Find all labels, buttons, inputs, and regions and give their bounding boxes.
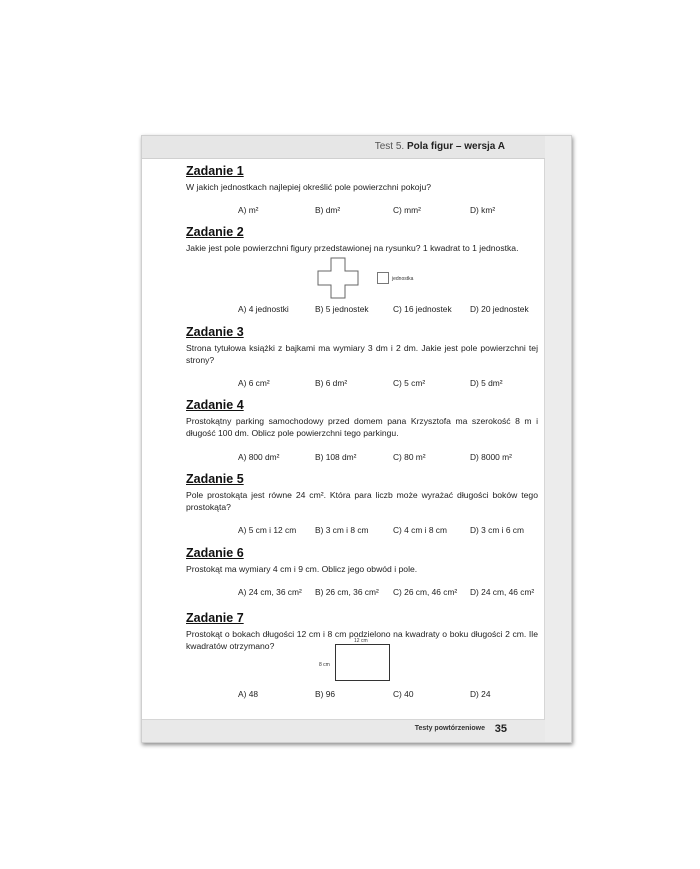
answer-options [238, 452, 538, 464]
task-question: W jakich jednostkach najlepiej określić pole powierzchni pokoju? [186, 182, 432, 192]
task-1 [186, 163, 538, 215]
answer-d[interactable]: D) 8000 m² [470, 452, 512, 462]
answer-c[interactable]: C) mm² [393, 205, 421, 215]
answer-a[interactable]: A) m² [238, 205, 259, 215]
answer-options [238, 525, 538, 537]
answer-b[interactable]: B) 3 cm i 8 cm [315, 525, 369, 535]
answer-c[interactable]: C) 40 [393, 689, 414, 699]
answer-a[interactable]: A) 4 jednostki [238, 304, 289, 314]
answer-c[interactable]: C) 80 m² [393, 452, 426, 462]
page-number: 35 [494, 723, 507, 735]
answer-c[interactable]: C) 5 cm² [393, 378, 426, 388]
task-title: Zadanie 3 [186, 325, 244, 339]
answer-b[interactable]: B) 96 [315, 689, 336, 699]
task-question: Prostokąt o bokach długości 12 cm i 8 cm podzielono na kwadraty o boku długości 2 cm. Ile kwadratów otrzymano? [186, 629, 538, 651]
answer-b[interactable]: B) 26 cm, 36 cm² [315, 587, 379, 597]
cross-figure [317, 257, 359, 299]
answer-b[interactable]: B) 6 dm² [315, 378, 348, 388]
task-title: Zadanie 1 [186, 164, 244, 178]
unit-legend-label: jednostka [392, 276, 414, 282]
answer-d[interactable]: D) 20 jednostek [470, 304, 529, 314]
page-header [142, 136, 545, 159]
rectangle-width-label: 12 cm [354, 638, 368, 644]
task-question: Prostokąt ma wymiary 4 cm i 9 cm. Oblicz jego obwód i pole. [186, 564, 418, 574]
header-text [375, 141, 505, 152]
task-title: Zadanie 5 [186, 472, 244, 486]
unit-square-legend [377, 272, 389, 284]
page-side-strip [544, 136, 571, 742]
answer-b[interactable]: B) 108 dm² [315, 452, 357, 462]
cross-shape [317, 257, 359, 299]
answer-options [238, 304, 538, 316]
task-title: Zadanie 4 [186, 398, 244, 412]
answer-options [238, 689, 538, 701]
answer-a[interactable]: A) 800 dm² [238, 452, 280, 462]
test-label: Test 5. [374, 141, 405, 152]
task-question: Strona tytułowa książki z bajkami ma wymiary 3 dm i 2 dm. Jakie jest pole powierzchni tej strony? [186, 343, 538, 365]
worksheet-page [141, 135, 572, 743]
page-footer [142, 719, 545, 742]
task-question: Pole prostokąta jest równe 24 cm². Która para liczb może wyrażać długości boków tego prostokąta? [186, 490, 538, 512]
answer-options [238, 205, 538, 217]
answer-d[interactable]: D) 3 cm i 6 cm [470, 525, 524, 535]
answer-d[interactable]: D) 5 dm² [470, 378, 503, 388]
answer-a[interactable]: A) 48 [238, 689, 259, 699]
task-3 [186, 324, 538, 388]
task-4 [186, 397, 538, 462]
answer-c[interactable]: C) 26 cm, 46 cm² [393, 587, 458, 597]
task-5 [186, 471, 538, 535]
task-title: Zadanie 2 [186, 225, 244, 239]
answer-d[interactable]: D) km² [470, 205, 496, 215]
answer-c[interactable]: C) 16 jednostek [393, 304, 452, 314]
rectangle-figure [335, 644, 390, 681]
rectangle-height-label: 8 cm [319, 662, 330, 668]
answer-d[interactable]: D) 24 [470, 689, 491, 699]
answer-a[interactable]: A) 6 cm² [238, 378, 270, 388]
task-6 [186, 545, 538, 597]
task-title: Zadanie 6 [186, 546, 244, 560]
answer-a[interactable]: A) 24 cm, 36 cm² [238, 587, 302, 597]
answer-options [238, 378, 538, 390]
answer-d[interactable]: D) 24 cm, 46 cm² [470, 587, 535, 597]
answer-b[interactable]: B) dm² [315, 205, 341, 215]
task-question: Prostokątny parking samochodowy przed domem pana Krzysztofa ma szerokość 8 m i długość 100 dm. Oblicz pole powierzchni tego parkingu. [186, 416, 538, 438]
footer-label: Testy powtórzeniowe [414, 725, 485, 732]
answer-a[interactable]: A) 5 cm i 12 cm [238, 525, 297, 535]
task-7 [186, 610, 538, 699]
task-question: Jakie jest pole powierzchni figury przedstawionej na rysunku? 1 kwadrat to 1 jednostka. [186, 243, 519, 253]
task-title: Zadanie 7 [186, 611, 244, 625]
answer-b[interactable]: B) 5 jednostek [315, 304, 369, 314]
test-title: Pola figur – wersja A [407, 141, 505, 152]
answer-c[interactable]: C) 4 cm i 8 cm [393, 525, 447, 535]
task-2 [186, 224, 538, 314]
answer-options [238, 587, 538, 599]
